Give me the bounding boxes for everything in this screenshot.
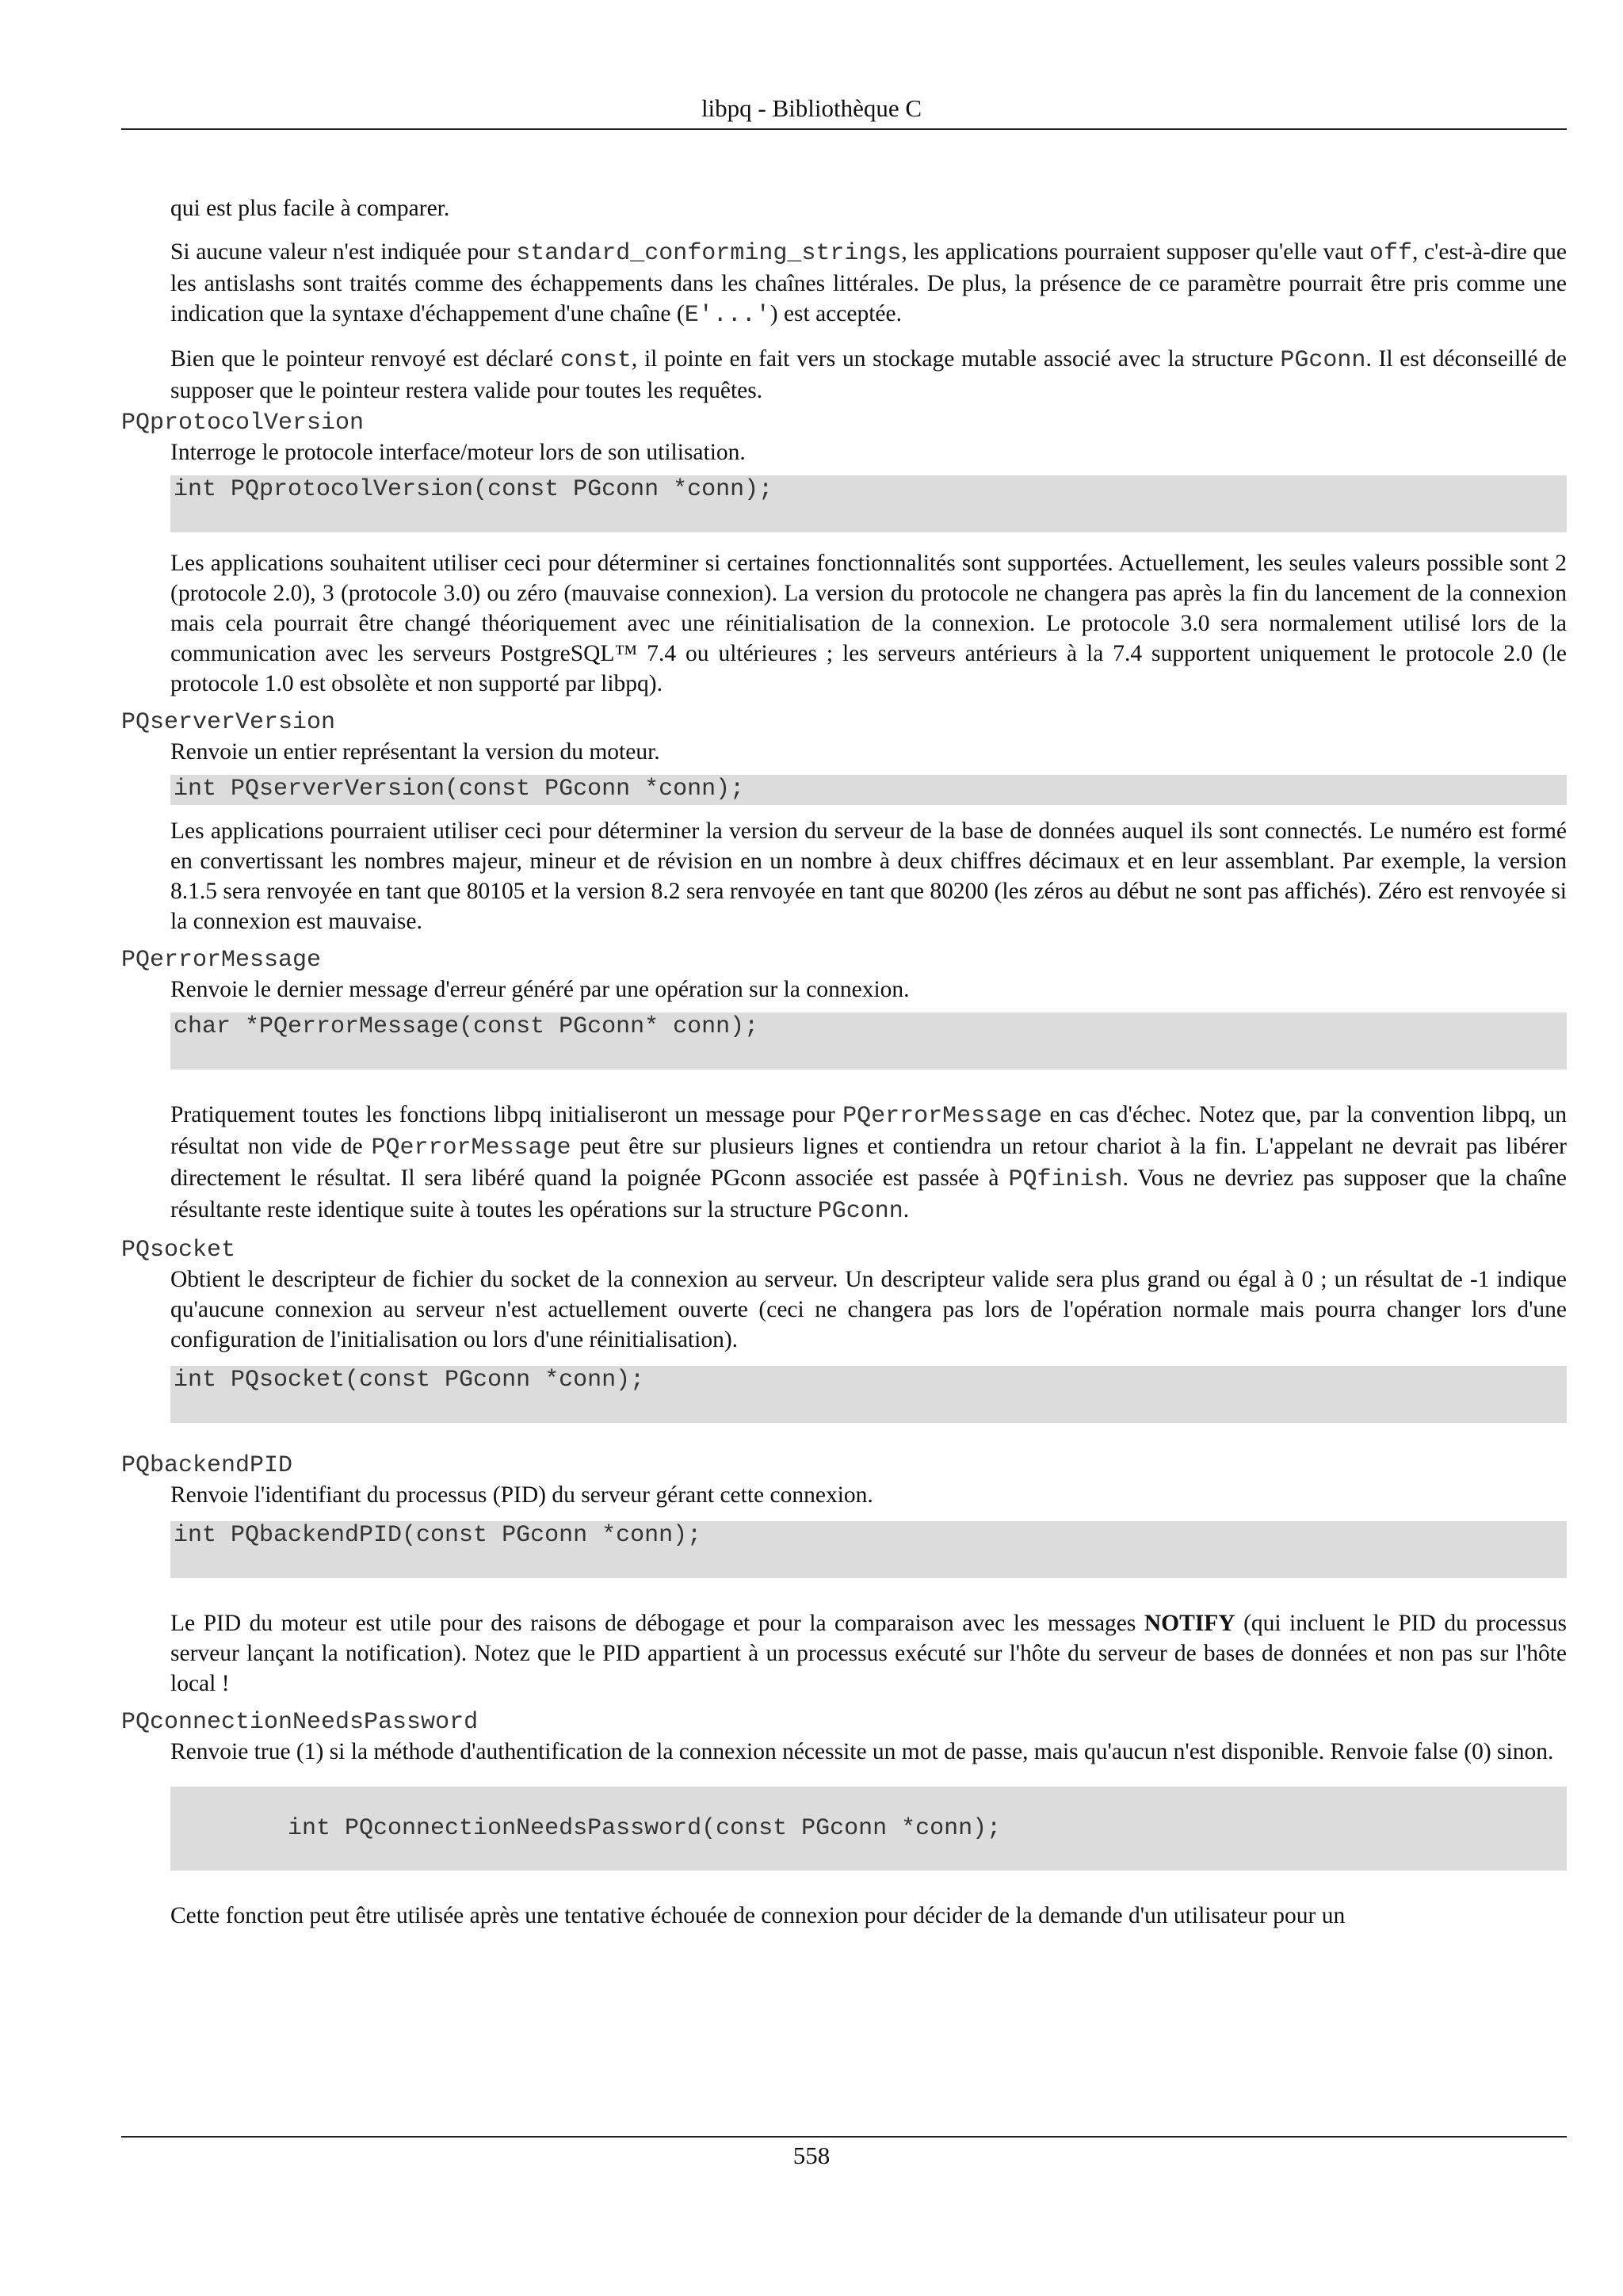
code-block: char *PQerrorMessage(const PGconn* conn);: [170, 1013, 1567, 1070]
paragraph: Pratiquement toutes les fonctions libpq initialiseront un message pour PQerrorMessage en cas d'échec. Notez que, par la convention libpq, un résultat non vide de PQerrorMessage peut être sur plusieurs lignes et contiendra un retour chariot à la fin. L'appelant ne devrait pas libérer directement le résultat. Il sera libéré quand la poignée PGconn associée est passée à PQfinish. Vous ne devriez pas supposer que la chaîne résultante reste identique suite à toutes les opérations sur la structure PGconn.: [170, 1102, 1567, 1225]
keyword: NOTIFY: [1144, 1611, 1235, 1636]
code-block: int PQbackendPID(const PGconn *conn);: [170, 1521, 1567, 1578]
paragraph: Les applications souhaitent utiliser ceci pour déterminer si certaines fonctionnalités sont supportées. Actuellement, les seules valeurs possible sont 2 (protocole 2.0), 3 (protocole 3.0) ou zéro (mauvaise connexion). La version du protocole ne changera pas après la fin du lancement de la connexion mais cela pourrait être changé théoriquement avec une réinitialisation de la connexion. Le protocole 3.0 sera normalement utilisé lors de la communication avec les serveurs PostgreSQL™ 7.4 ou ultérieures ; les serveurs antérieurs à la 7.4 supportent uniquement le protocole 2.0 (le protocole 1.0 est obsolète et non supporté par libpq).: [170, 551, 1567, 696]
inline-code: standard_conforming_strings: [516, 240, 902, 267]
footer-rule: [121, 2136, 1567, 2138]
function-description: Renvoie le dernier message d'erreur généré par une opération sur la connexion.: [170, 977, 910, 1002]
inline-code: PGconn: [817, 1198, 903, 1225]
function-term: PQconnectionNeedsPassword: [121, 1709, 479, 1736]
paragraph: Les applications pourraient utiliser ceci pour déterminer la version du serveur de la base de données auquel ils sont connectés. Le numéro est formé en convertissant les nombres majeur, mineur et de révision en un nombre à deux chiffres décimaux et en leur assemblant. Par exemple, la version 8.1.5 sera renvoyée en tant que 80105 et la version 8.2 sera renvoyée en tant que 80200 (les zéros au début ne sont pas affichés). Zéro est renvoyée si la connexion est mauvaise.: [170, 818, 1567, 934]
inline-code: PQerrorMessage: [371, 1135, 571, 1161]
function-description: Obtient le descripteur de fichier du socket de la connexion au serveur. Un descripteur valide sera plus grand ou égal à 0 ; un résultat de -1 indique qu'aucune connexion au serveur n'est actuellement ouverte (ceci ne changera pas lors de l'opération normale mais pourra changer lors d'une configuration de l'initialisation ou lors d'une réinitialisation).: [170, 1267, 1567, 1352]
inline-code: PQerrorMessage: [842, 1103, 1043, 1130]
paragraph: Le PID du moteur est utile pour des raisons de débogage et pour la comparaison avec les messages NOTIFY (qui incluent le PID du processus serveur lançant la notification). Notez que le PID appartient à un processus exécuté sur l'hôte du serveur de bases de données et non pas sur l'hôte local !: [170, 1611, 1567, 1696]
function-description: Renvoie un entier représentant la version du moteur.: [170, 739, 660, 765]
function-term: PQserverVersion: [121, 709, 336, 736]
paragraph: Si aucune valeur n'est indiquée pour standard_conforming_strings, les applications pourraient supposer qu'elle vaut off, c'est-à-dire que les antislashs sont traités comme des échappements dans les chaînes littérales. De plus, la présence de ce paramètre pourrait être pris comme une indication que la syntaxe d'échappement d'une chaîne (E'...') est acceptée.: [170, 239, 1567, 329]
function-description: Interroge le protocole interface/moteur lors de son utilisation.: [170, 440, 746, 465]
function-term: PQerrorMessage: [121, 947, 322, 974]
paragraph: qui est plus facile à comparer.: [170, 196, 450, 221]
function-description: Renvoie true (1) si la méthode d'authentification de la connexion nécessite un mot de passe, mais qu'aucun n'est disponible. Renvoie false (0) sinon.: [170, 1739, 1554, 1764]
function-description: Renvoie l'identifiant du processus (PID) du serveur gérant cette connexion.: [170, 1482, 873, 1508]
inline-code: PQfinish: [1008, 1166, 1123, 1193]
code-block: int PQprotocolVersion(const PGconn *conn);: [170, 475, 1567, 532]
inline-code: const: [559, 347, 632, 374]
inline-code: off: [1369, 240, 1412, 267]
page-number: 558: [792, 2142, 831, 2169]
function-term: PQbackendPID: [121, 1452, 293, 1479]
code-block: int PQsocket(const PGconn *conn);: [170, 1366, 1567, 1423]
paragraph: Cette fonction peut être utilisée après une tentative échouée de connexion pour décider de la demande d'un utilisateur pour un: [170, 1903, 1346, 1928]
inline-code: E'...': [684, 302, 770, 329]
running-header: libpq - Bibliothèque C: [701, 94, 922, 122]
inline-code: PGconn: [1280, 347, 1366, 374]
function-term: PQprotocolVersion: [121, 410, 365, 437]
paragraph: Bien que le pointeur renvoyé est déclaré const, il pointe en fait vers un stockage mutable associé avec la structure PGconn. Il est déconseillé de supposer que le pointeur restera valide pour toutes les requêtes.: [170, 346, 1567, 403]
code-block: int PQconnectionNeedsPassword(const PGconn *conn);: [170, 1787, 1567, 1871]
code-block: int PQserverVersion(const PGconn *conn);: [170, 775, 1567, 805]
header-rule: [121, 128, 1567, 130]
function-term: PQsocket: [121, 1237, 236, 1264]
page-content: [121, 193, 1567, 1931]
